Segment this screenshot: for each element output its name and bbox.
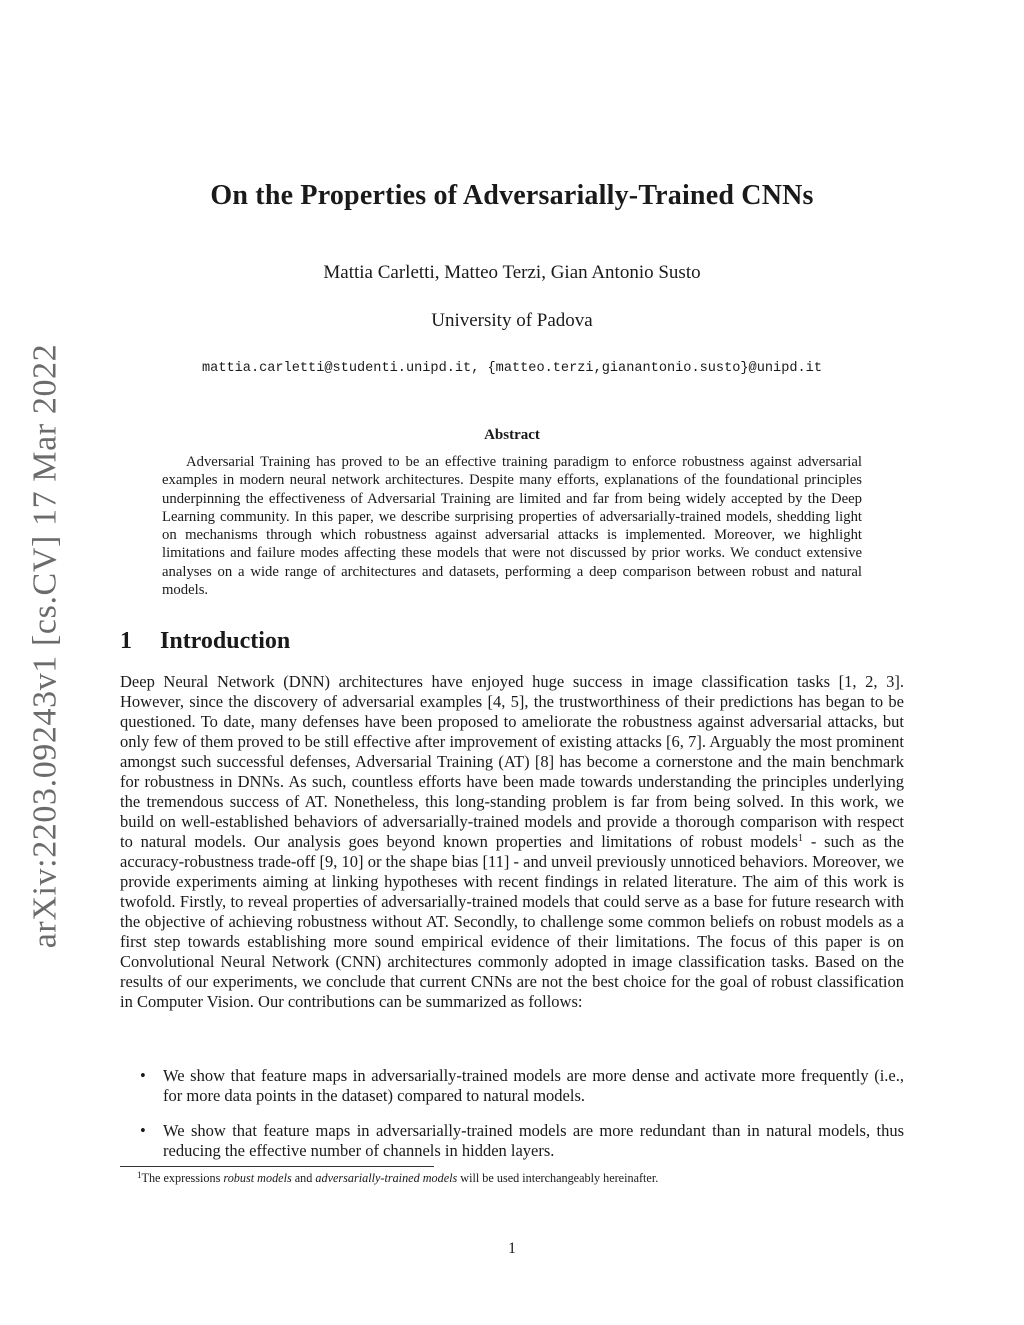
- affiliation: University of Padova: [431, 310, 593, 331]
- abstract-text: Adversarial Training has proved to be an effective training paradigm to enforce robustness against adversarial examples in modern neural network architectures. Despite many efforts, explanations of the foundational principles underpinning the effectiveness of Adversarial Training are limited and far from being widely accepted by the Deep Learning community. In this paper, we describe surprising properties of adversarially-trained models, shedding light on mechanisms through which robustness against adversarial attacks is implemented. Moreover, we highlight limitations and failure modes affecting these models that were not discussed by prior works. We conduct extensive analyses on a wide range of architectures and datasets, performing a deep comparison between robust and natural models.: [162, 454, 862, 599]
- footnote-term: adversarially-trained models: [315, 1171, 458, 1185]
- section-number: 1: [120, 628, 132, 654]
- footnote: [137, 1171, 658, 1186]
- footnote-text: The expressions: [141, 1171, 224, 1185]
- footnote-ref[interactable]: 1: [797, 833, 803, 844]
- author-emails: mattia.carletti@studenti.unipd.it, {matteo.terzi,gianantonio.susto}@unipd.it: [202, 361, 822, 376]
- bullet-icon: •: [140, 1066, 146, 1085]
- section-title: Introduction: [160, 628, 291, 654]
- intro-text-part1: Deep Neural Network (DNN) architectures have enjoyed huge success in image classification tasks [1, 2, 3]. However, since the discovery of adversarial examples [4, 5], the trustworthiness of their predictions has began to be questioned. To date, many defenses have been proposed to ameliorate the robustness against adversarial attacks, but only few of them proved to be still effective after improvement of existing attacks [6, 7]. Arguably the most prominent amongst such successful defenses, Adversarial Training (AT) [8] has become a cornerstone and the main benchmark for robustness in DNNs. As such, countless efforts have been made towards understanding the principles underlying the tremendous success of AT. Nonetheless, this long-standing problem is far from being solved. In this work, we build on well-established behaviors of adversarially-trained models and provide a thorough comparison with respect to natural models. Our analysis goes beyond known properties and limitations of robust models: [120, 672, 904, 851]
- arxiv-id: arXiv:2203.09243v1 [cs.CV] 17 Mar 2022: [26, 343, 64, 949]
- author-list: Mattia Carletti, Matteo Terzi, Gian Antonio Susto: [323, 262, 701, 283]
- footnote-mark: 1: [137, 1170, 142, 1180]
- list-item: [140, 1121, 904, 1161]
- footnote-term: robust models: [223, 1171, 292, 1185]
- paper-title: On the Properties of Adversarially-Trained CNNs: [210, 180, 814, 211]
- contribution-list: [140, 1066, 904, 1176]
- bullet-icon: •: [140, 1121, 146, 1140]
- list-item-text: We show that feature maps in adversarially-trained models are more redundant than in natural models, thus reducing the effective number of channels in hidden layers.: [163, 1121, 904, 1160]
- footnote-divider: [120, 1166, 434, 1167]
- section-heading: [120, 628, 290, 655]
- footnote-text: and: [291, 1171, 316, 1185]
- list-item: [140, 1066, 904, 1106]
- footnote-text: will be used interchangeably hereinafter.: [457, 1171, 659, 1185]
- list-item-text: We show that feature maps in adversarially-trained models are more dense and activate more frequently (i.e., for more data points in the dataset) compared to natural models.: [163, 1066, 904, 1105]
- page-number: 1: [508, 1240, 516, 1257]
- abstract-heading: Abstract: [484, 427, 540, 443]
- intro-paragraph: [120, 672, 904, 1012]
- intro-text-part2: - such as the accuracy-robustness trade-off [9, 10] or the shape bias [11] - and unveil previously unnoticed behaviors. Moreover, we provide experiments aiming at linking hypotheses with recent findings in related literature. The aim of this work is twofold. Firstly, to reveal properties of adversarially-trained models that could serve as a base for future research with the objective of achieving robustness without AT. Secondly, to challenge some common beliefs on robust models as a first step towards establishing more sound empirical evidence of their limitations. The focus of this paper is on Convolutional Neural Network (CNN) architectures commonly adopted in image classification tasks. Based on the results of our experiments, we conclude that current CNNs are not the best choice for the goal of robust classification in Computer Vision. Our contributions can be summarized as follows:: [120, 832, 904, 1011]
